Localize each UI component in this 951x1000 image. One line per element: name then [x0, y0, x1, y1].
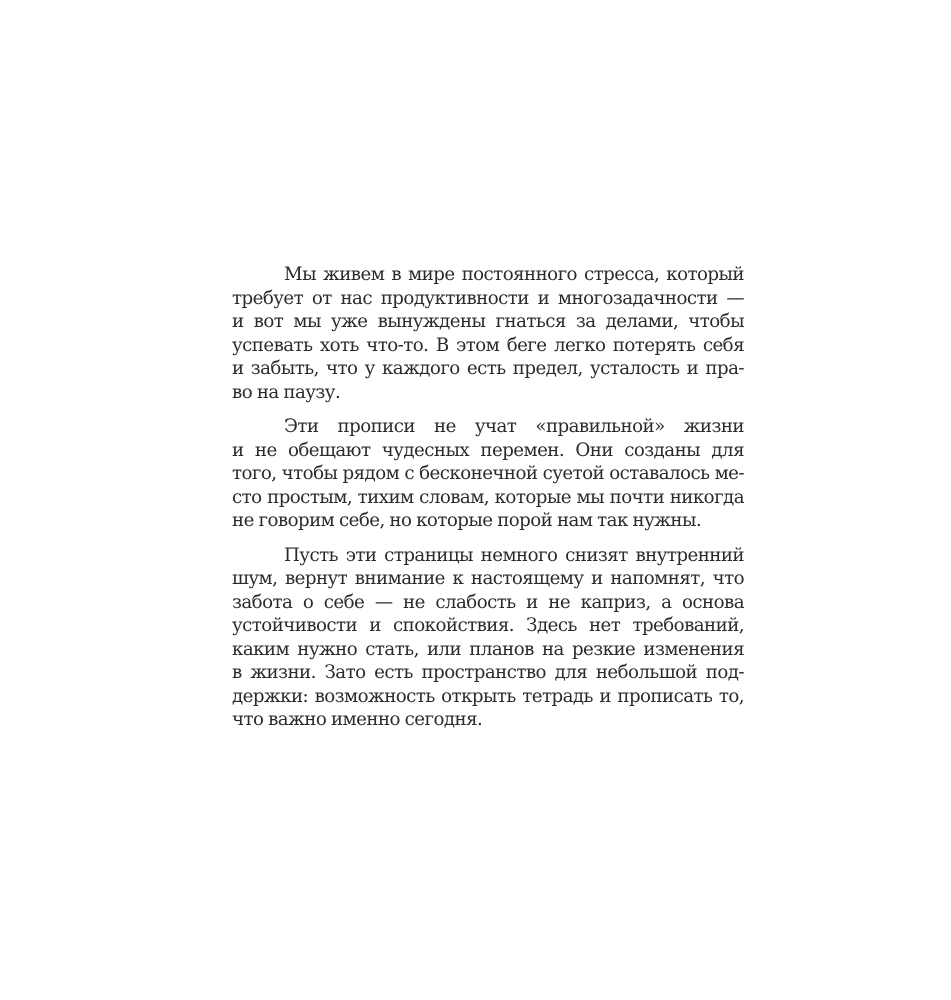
text-line: Пусть эти страницы немного снизят внутренний: [284, 544, 744, 566]
paragraph-3: [232, 544, 744, 732]
text-line: устойчивости и спокойствия. Здесь нет требований,: [232, 615, 744, 636]
text-line: забота о себе — не слабость и не каприз, а основа: [232, 591, 744, 613]
text-line: того, чтобы рядом с бесконечной суетой оставалось ме-: [232, 463, 744, 484]
text-line: во на паузу.: [232, 381, 341, 403]
text-line: и вот мы уже вынуждены гнаться за делами, чтобы: [232, 311, 744, 332]
text-line: не говорим себе, но которые порой нам так нужны.: [232, 510, 702, 531]
text-line: каким нужно стать, или планов на резкие изменения: [232, 638, 744, 660]
text-line: Мы живем в мире постоянного стресса, который: [284, 264, 744, 285]
paragraph-1: [232, 263, 744, 404]
body-text: [232, 263, 744, 743]
text-line: успевать хоть что-то. В этом беге легко потерять себя: [232, 334, 744, 356]
text-line: в жизни. Зато есть пространство для небольшой под-: [232, 662, 744, 683]
text-line: держки: возможность открыть тетрадь и прописать то,: [232, 685, 744, 707]
text-line: что важно именно сегодня.: [232, 709, 483, 730]
text-line: шум, вернут внимание к настоящему и напомнят, что: [232, 568, 744, 589]
paragraph-2: [232, 415, 744, 533]
text-line: требует от нас продуктивности и многозадачности —: [232, 287, 744, 309]
text-line: и не обещают чудесных перемен. Они созданы для: [232, 439, 744, 461]
text-line: и забыть, что у каждого есть предел, усталость и пра-: [232, 358, 744, 379]
text-line: сто простым, тихим словам, которые мы почти никогда: [232, 486, 744, 508]
text-line: Эти прописи не учат «правильной» жизни: [284, 416, 744, 437]
